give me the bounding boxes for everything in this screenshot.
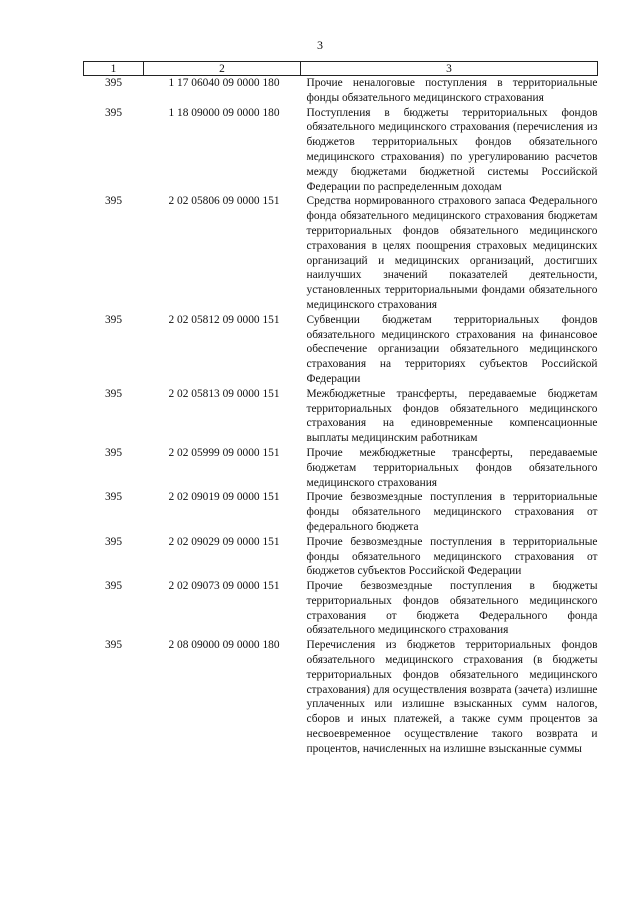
admin-code-cell: 395 (104, 77, 123, 89)
table-row (84, 535, 598, 579)
revenue-code-cell: 2 02 09029 09 0000 151 (168, 535, 280, 548)
table-row (84, 579, 598, 638)
table-row (84, 638, 598, 756)
table-row (84, 313, 598, 387)
revenue-code-cell: 2 02 05812 09 0000 151 (168, 313, 280, 326)
admin-code-cell: 395 (104, 313, 123, 326)
revenue-name-cell: Перечисления из бюджетов территориальных фондов обязательного медицинского страхования (в бюджеты территориальных фондов обязательного медицинского страхования) для осуществления возврата (зачета) излишне уплаченных или излишне взысканных сумм налогов, сборов и иных платежей, а также сумм процентов за несвоевременное осуществление такого возврата и процентов, начисленных на излишне взысканные суммы (306, 639, 598, 755)
table-body (84, 76, 598, 757)
column-header-1: 1 (84, 62, 144, 76)
revenue-name-cell: Прочие безвозмездные поступления в бюджеты территориальных фондов обязательного медицинского страхования от бюджета Федерального фонда обязательного медицинского страхования (306, 580, 598, 637)
admin-code-cell: 395 (104, 491, 123, 504)
admin-code-cell: 395 (104, 639, 123, 652)
admin-code-cell: 395 (104, 195, 123, 208)
revenue-name-cell: Прочие неналоговые поступления в территориальные фонды обязательного медицинского страхования (306, 77, 598, 104)
revenue-name-cell: Средства нормированного страхового запаса Федерального фонда обязательного медицинского страхования бюджетам территориальных фондов обязательного медицинского страхования в целях поощрения страховых медицинских организаций и медицинских организаций, достигших наилучших значений показателей деятельности, установленных территориальными фондами обязательного медицинского страхования (306, 195, 598, 311)
revenue-code-cell: 2 02 05806 09 0000 151 (168, 195, 280, 208)
table-header-row (84, 62, 598, 76)
table-row (84, 490, 598, 534)
admin-code-cell: 395 (104, 535, 123, 548)
revenue-code-cell: 2 02 05999 09 0000 151 (168, 446, 280, 459)
table-row (84, 194, 598, 312)
revenue-code-cell: 2 08 09000 09 0000 180 (168, 639, 280, 652)
revenue-code-cell: 1 17 06040 09 0000 180 (168, 77, 280, 89)
admin-code-cell: 395 (104, 106, 123, 119)
page-number: 3 (317, 38, 323, 52)
column-header-2: 2 (144, 62, 301, 76)
column-header-3: 3 (301, 62, 598, 76)
table-row (84, 76, 598, 106)
admin-code-cell: 395 (104, 387, 123, 400)
revenue-name-cell: Поступления в бюджеты территориальных фондов обязательного медицинского страхования (перечисления из бюджетов территориальных фондов обязательного медицинского страхования) по урегулированию расчетов между бюджетами бюджетной системы Российской Федерации по распределенным доходам (306, 106, 598, 193)
revenue-code-cell: 2 02 09073 09 0000 151 (168, 580, 280, 593)
revenue-name-cell: Прочие безвозмездные поступления в территориальные фонды обязательного медицинского страхования от бюджетов субъектов Российской Федерации (306, 535, 598, 578)
revenue-name-cell: Прочие межбюджетные трансферты, передаваемые бюджетам территориальных фондов обязательного медицинского страхования (306, 446, 598, 489)
table-row (84, 387, 598, 446)
revenue-code-cell: 1 18 09000 09 0000 180 (168, 106, 280, 119)
revenue-code-cell: 2 02 09019 09 0000 151 (168, 491, 280, 504)
table-header (84, 62, 598, 76)
revenue-name-cell: Прочие безвозмездные поступления в территориальные фонды обязательного медицинского страхования от федерального бюджета (306, 491, 598, 533)
revenue-code-cell: 2 02 05813 09 0000 151 (168, 387, 280, 400)
table-row (84, 106, 598, 195)
admin-code-cell: 395 (104, 446, 123, 459)
revenue-codes-table (83, 61, 598, 757)
revenue-name-cell: Субвенции бюджетам территориальных фондов обязательного медицинского страхования на финансовое обеспечение организации обязательного медицинского страхования на территориях субъектов Российской Федерации (306, 313, 598, 385)
revenue-name-cell: Межбюджетные трансферты, передаваемые бюджетам территориальных фондов обязательного медицинского страхования на единовременные компенсационные выплаты медицинским работникам (306, 387, 598, 445)
admin-code-cell: 395 (104, 580, 123, 593)
table-row (84, 446, 598, 490)
